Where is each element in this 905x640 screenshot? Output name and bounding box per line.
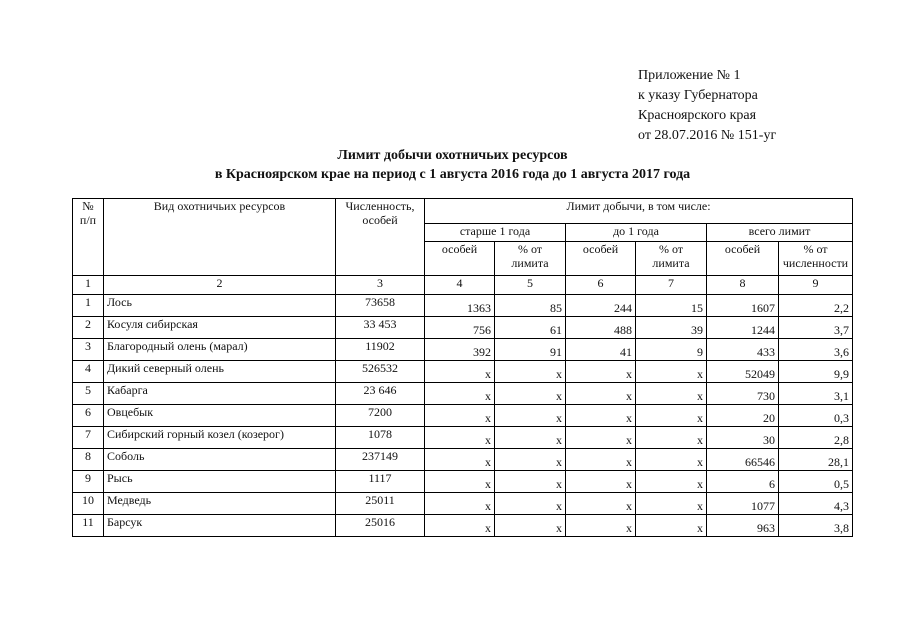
column-number: 5 <box>495 276 566 295</box>
table-row <box>73 515 853 537</box>
row-count: 73658 <box>336 295 425 317</box>
row-older-pct: х <box>495 427 566 449</box>
row-older-pct: 61 <box>495 317 566 339</box>
row-younger-pct: х <box>636 493 707 515</box>
row-younger-pct: х <box>636 515 707 537</box>
row-total-pct: 3,1 <box>779 383 853 405</box>
row-total-individuals: 6 <box>707 471 779 493</box>
row-younger-pct: х <box>636 361 707 383</box>
row-older-pct: х <box>495 471 566 493</box>
column-number: 2 <box>104 276 336 295</box>
table-row <box>73 405 853 427</box>
row-younger-pct: х <box>636 449 707 471</box>
header-limit: Лимит добычи, в том числе: <box>425 199 853 224</box>
header-older: старше 1 года <box>425 224 566 242</box>
row-younger-individuals: х <box>566 515 636 537</box>
row-older-individuals: х <box>425 427 495 449</box>
row-count: 25011 <box>336 493 425 515</box>
row-older-pct: х <box>495 449 566 471</box>
row-younger-individuals: х <box>566 449 636 471</box>
row-total-pct: 2,8 <box>779 427 853 449</box>
row-total-individuals: 1607 <box>707 295 779 317</box>
row-younger-individuals: х <box>566 361 636 383</box>
column-number: 1 <box>73 276 104 295</box>
row-older-individuals: х <box>425 471 495 493</box>
row-species: Благородный олень (марал) <box>104 339 336 361</box>
row-total-individuals: 30 <box>707 427 779 449</box>
table-row <box>73 493 853 515</box>
row-total-pct: 3,7 <box>779 317 853 339</box>
row-total-pct: 9,9 <box>779 361 853 383</box>
appendix-line-1: Приложение № 1 <box>638 68 741 83</box>
table-row <box>73 317 853 339</box>
table-row <box>73 361 853 383</box>
row-count: 25016 <box>336 515 425 537</box>
row-older-individuals: 1363 <box>425 295 495 317</box>
row-younger-pct: х <box>636 471 707 493</box>
table-row <box>73 471 853 493</box>
row-total-individuals: 1244 <box>707 317 779 339</box>
row-older-pct: х <box>495 515 566 537</box>
row-older-pct: 85 <box>495 295 566 317</box>
header-num: № п/п <box>73 199 104 276</box>
row-species: Дикий северный олень <box>104 361 336 383</box>
header-younger-pct: % от лимита <box>636 242 707 276</box>
row-total-individuals: 52049 <box>707 361 779 383</box>
row-older-individuals: х <box>425 449 495 471</box>
column-number: 3 <box>336 276 425 295</box>
row-younger-individuals: х <box>566 493 636 515</box>
table-row <box>73 427 853 449</box>
row-species: Кабарга <box>104 383 336 405</box>
row-count: 237149 <box>336 449 425 471</box>
table-row <box>73 295 853 317</box>
column-number-row <box>73 276 853 295</box>
row-younger-pct: х <box>636 405 707 427</box>
row-total-pct: 3,6 <box>779 339 853 361</box>
row-count: 11902 <box>336 339 425 361</box>
row-total-individuals: 20 <box>707 405 779 427</box>
row-older-pct: 91 <box>495 339 566 361</box>
row-older-individuals: 756 <box>425 317 495 339</box>
row-total-pct: 28,1 <box>779 449 853 471</box>
row-older-pct: х <box>495 383 566 405</box>
row-total-individuals: 1077 <box>707 493 779 515</box>
row-total-pct: 0,5 <box>779 471 853 493</box>
row-younger-individuals: 244 <box>566 295 636 317</box>
row-species: Овцебык <box>104 405 336 427</box>
appendix-block <box>638 66 776 146</box>
row-species: Сибирский горный козел (козерог) <box>104 427 336 449</box>
row-number: 2 <box>73 317 104 339</box>
row-total-pct: 0,3 <box>779 405 853 427</box>
row-count: 526532 <box>336 361 425 383</box>
table-row <box>73 449 853 471</box>
row-count: 7200 <box>336 405 425 427</box>
row-number: 4 <box>73 361 104 383</box>
table-row <box>73 339 853 361</box>
row-older-individuals: 392 <box>425 339 495 361</box>
header-older-individuals: особей <box>425 242 495 276</box>
header-total: всего лимит <box>707 224 853 242</box>
row-total-pct: 2,2 <box>779 295 853 317</box>
row-species: Лось <box>104 295 336 317</box>
row-younger-pct: х <box>636 383 707 405</box>
row-total-individuals: 66546 <box>707 449 779 471</box>
row-count: 33 453 <box>336 317 425 339</box>
column-number: 8 <box>707 276 779 295</box>
row-older-individuals: х <box>425 405 495 427</box>
appendix-line-3: Красноярского края <box>638 108 757 123</box>
row-younger-individuals: х <box>566 471 636 493</box>
header-younger-individuals: особей <box>566 242 636 276</box>
row-number: 5 <box>73 383 104 405</box>
row-older-individuals: х <box>425 383 495 405</box>
column-number: 6 <box>566 276 636 295</box>
row-species: Рысь <box>104 471 336 493</box>
row-total-individuals: 730 <box>707 383 779 405</box>
row-older-individuals: х <box>425 493 495 515</box>
header-younger: до 1 года <box>566 224 707 242</box>
row-younger-pct: 9 <box>636 339 707 361</box>
header-count: Численность, особей <box>336 199 425 276</box>
table-row <box>73 383 853 405</box>
document-title-line-2: в Красноярском крае на период с 1 августа 2016 года до 1 августа 2017 года <box>214 167 691 182</box>
row-total-pct: 4,3 <box>779 493 853 515</box>
row-number: 9 <box>73 471 104 493</box>
column-number: 9 <box>779 276 853 295</box>
row-count: 1117 <box>336 471 425 493</box>
row-younger-pct: 39 <box>636 317 707 339</box>
row-total-individuals: 963 <box>707 515 779 537</box>
row-number: 11 <box>73 515 104 537</box>
row-younger-individuals: х <box>566 383 636 405</box>
column-number: 7 <box>636 276 707 295</box>
row-older-pct: х <box>495 493 566 515</box>
row-count: 23 646 <box>336 383 425 405</box>
row-number: 10 <box>73 493 104 515</box>
document-title-line-1: Лимит добычи охотничьих ресурсов <box>337 148 568 163</box>
row-total-pct: 3,8 <box>779 515 853 537</box>
row-younger-individuals: 41 <box>566 339 636 361</box>
row-species: Медведь <box>104 493 336 515</box>
appendix-line-4: от 28.07.2016 № 151-уг <box>638 128 777 143</box>
row-total-individuals: 433 <box>707 339 779 361</box>
row-number: 8 <box>73 449 104 471</box>
row-older-individuals: х <box>425 515 495 537</box>
row-species: Косуля сибирская <box>104 317 336 339</box>
row-number: 1 <box>73 295 104 317</box>
row-younger-pct: 15 <box>636 295 707 317</box>
row-species: Соболь <box>104 449 336 471</box>
row-older-pct: х <box>495 361 566 383</box>
header-total-pct: % от численности <box>779 242 853 276</box>
header-type: Вид охотничьих ресурсов <box>104 199 336 276</box>
row-species: Барсук <box>104 515 336 537</box>
header-total-individuals: особей <box>707 242 779 276</box>
row-number: 6 <box>73 405 104 427</box>
row-younger-individuals: 488 <box>566 317 636 339</box>
row-younger-pct: х <box>636 427 707 449</box>
row-number: 3 <box>73 339 104 361</box>
row-older-pct: х <box>495 405 566 427</box>
header-older-pct: % от лимита <box>495 242 566 276</box>
row-number: 7 <box>73 427 104 449</box>
row-count: 1078 <box>336 427 425 449</box>
row-older-individuals: х <box>425 361 495 383</box>
row-younger-individuals: х <box>566 405 636 427</box>
row-younger-individuals: х <box>566 427 636 449</box>
limit-table <box>72 198 853 537</box>
appendix-line-2: к указу Губернатора <box>638 88 758 103</box>
column-number: 4 <box>425 276 495 295</box>
